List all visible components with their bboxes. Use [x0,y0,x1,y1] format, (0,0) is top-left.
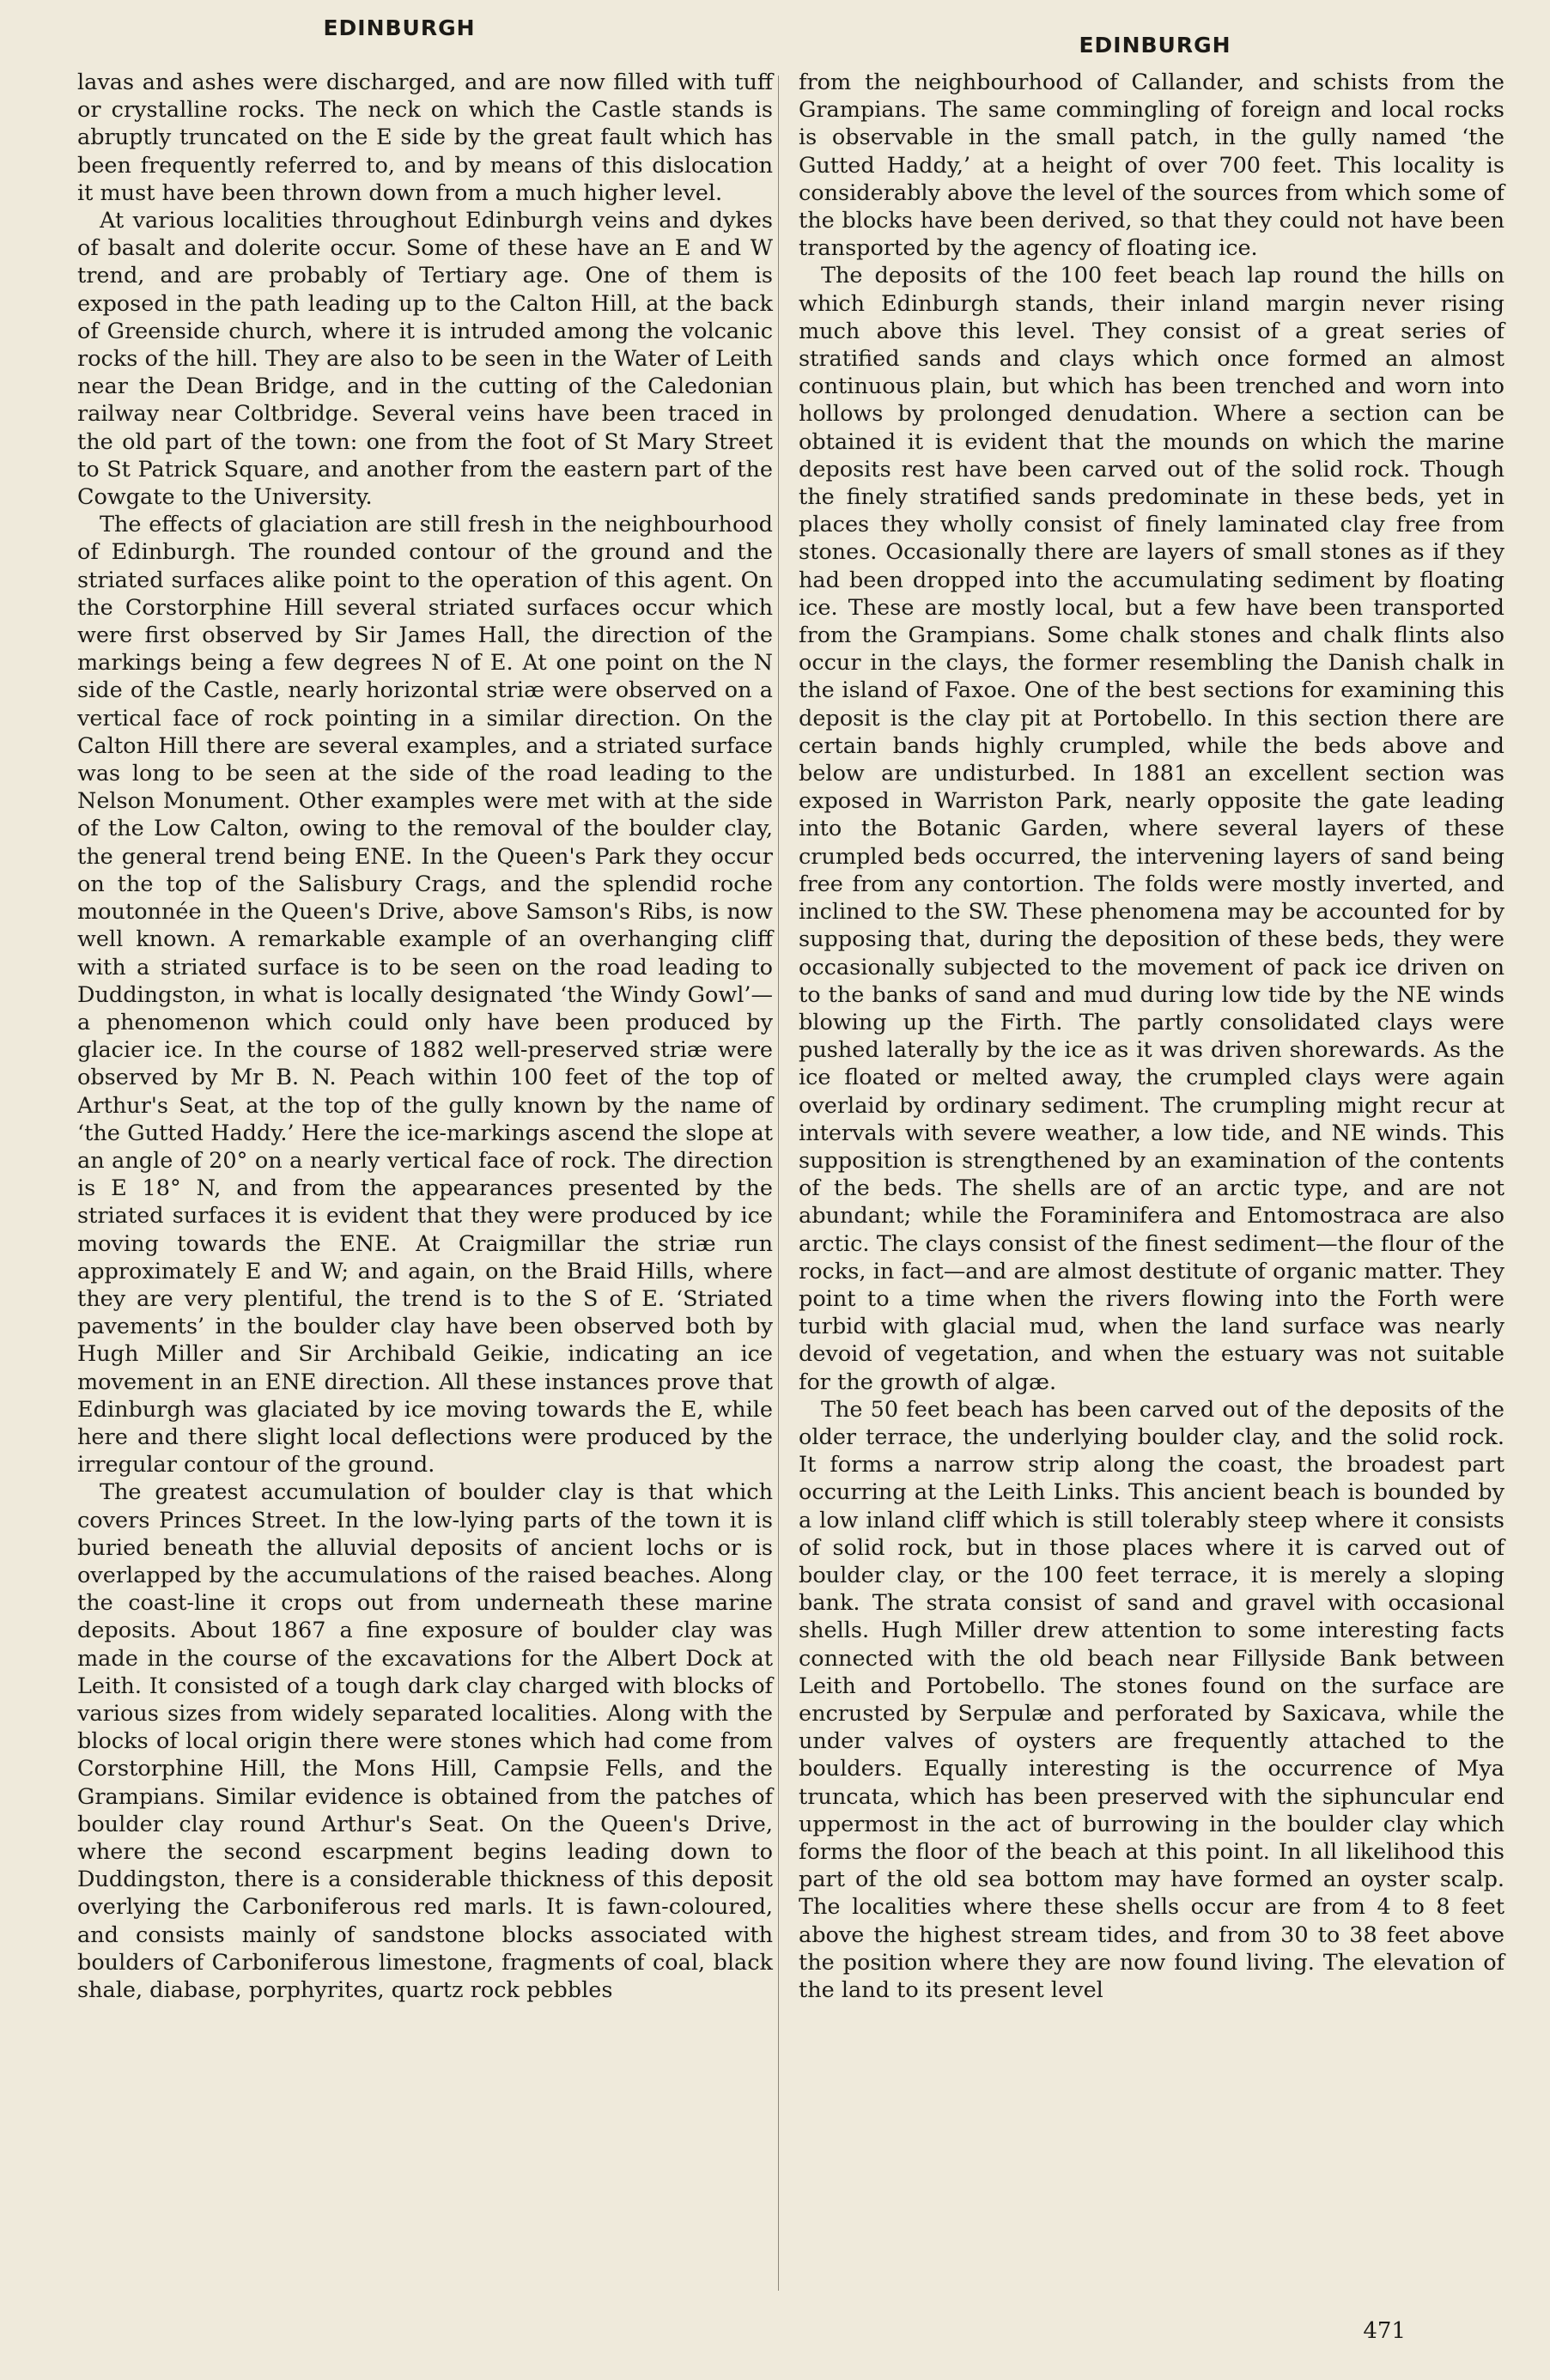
paragraph: At various localities throughout Edinburgh veins and dykes of basalt and dolerite occur. Some of these have an E and W trend, and are probably of Tertiary age. One of them is exposed in the path leading up to the Calton Hill, at the back of Greenside church, where it is intruded among the volcanic rocks of the hill. They are also to be seen in the Water of Leith near the Dean Bridge, and in the cutting of the Caledonian railway near Coltbridge. Several veins have been traced in the old part of the town: one from the foot of St Mary Street to St Patrick Square, and another from the eastern part of the Cowgate to the University. [77,208,773,511]
right-column [781,0,1529,2380]
paragraph: The greatest accumulation of boulder clay is that which covers Princes Street. In the low-lying parts of the town it is buried beneath the alluvial deposits of ancient lochs or is overlapped by the accumulations of the raised beaches. Along the coast-line it crops out from underneath these marine deposits. About 1867 a fine exposure of boulder clay was made in the course of the excavations for the Albert Dock at Leith. It consisted of a tough dark clay charged with blocks of various sizes from widely separated localities. Along with the blocks of local origin there were stones which had come from Corstorphine Hill, the Mons Hill, Campsie Fells, and the Grampians. Similar evidence is obtained from the patches of boulder clay round Arthur's Seat. On the Queen's Drive, where the second escarpment begins leading down to Duddingston, there is a considerable thickness of this deposit overlying the Carboniferous red marls. It is fawn-coloured, and consists mainly of sandstone blocks associated with boulders of Carboniferous limestone, fragments of coal, black shale, diabase, porphyrites, quartz rock pebbles [77,1479,773,2004]
left-text-body [77,69,773,2004]
running-head-right: EDINBURGH [1079,33,1231,58]
paragraph: The deposits of the 100 feet beach lap round the hills on which Edinburgh stands, their inland margin never rising much above this level. They consist of a great series of stratified sands and clays which once formed an almost continuous plain, but which has been trenched and worn into hollows by prolonged denudation. Where a section can be obtained it is evident that the mounds on which the marine deposits rest have been carved out of the solid rock. Though the finely stratified sands predominate in these beds, yet in places they wholly consist of finely laminated clay free from stones. Occasionally there are layers of small stones as if they had been dropped into the accumulating sediment by floating ice. These are mostly local, but a few have been transported from the Grampians. Some chalk stones and chalk flints also occur in the clays, the former resembling the Danish chalk in the island of Faxoe. One of the best sections for examining this deposit is the clay pit at Portobello. In this section there are certain bands highly crumpled, while the beds above and below are undisturbed. In 1881 an excellent section was exposed in Warriston Park, nearly opposite the gate leading into the Botanic Garden, where several layers of these crumpled beds occurred, the intervening layers of sand being free from any contortion. The folds were mostly inverted, and inclined to the SW. These phenomena may be accounted for by supposing that, during the deposition of these beds, they were occasionally subjected to the movement of pack ice driven on to the banks of sand and mud during low tide by the NE winds blowing up the Firth. The partly consolidated clays were pushed laterally by the ice as it was driven shorewards. As the ice floated or melted away, the crumpled clays were again overlaid by ordinary sediment. The crumpling might recur at intervals with severe weather, a low tide, and NE winds. This supposition is strengthened by an examination of the contents of the beds. The shells are of an arctic type, and are not abundant; while the Foraminifera and Entomostraca are also arctic. The clays consist of the finest sediment—the flour of the rocks, in fact—and are almost destitute of organic matter. They point to a time when the rivers flowing into the Forth were turbid with glacial mud, when the land surface was nearly devoid of vegetation, and when the estuary was not suitable for the growth of algæ. [799,263,1504,1395]
running-head-left: EDINBURGH [323,15,476,40]
column-divider [778,76,779,2291]
left-column [26,0,773,2380]
paragraph: lavas and ashes were discharged, and are now filled with tuff or crystalline rocks. The neck on which the Castle stands is abruptly truncated on the E side by the great fault which has been frequently referred to, and by means of this dislocation it must have been thrown down from a much higher level. [77,70,773,206]
paragraph: The effects of glaciation are still fresh in the neighbourhood of Edinburgh. The rounded contour of the ground and the striated surfaces alike point to the operation of this agent. On the Corstorphine Hill several striated surfaces occur which were first observed by Sir James Hall, the direction of the markings being a few degrees N of E. At one point on the N side of the Castle, nearly horizontal striæ were observed on a vertical face of rock pointing in a similar direction. On the Calton Hill there are several examples, and a striated surface was long to be seen at the side of the road leading to the Nelson Monument. Other examples were met with at the side of the Low Calton, owing to the removal of the boulder clay, the general trend being ENE. In the Queen's Park they occur on the top of the Salisbury Crags, and the splendid roche moutonnée in the Queen's Drive, above Samson's Ribs, is now well known. A remarkable example of an overhanging cliff with a striated surface is to be seen on the road leading to Duddingston, in what is locally designated ‘the Windy Gowl’—a phenomenon which could only have been produced by glacier ice. In the course of 1882 well-preserved striæ were observed by Mr B. N. Peach within 100 feet of the top of Arthur's Seat, at the top of the gully known by the name of ‘the Gutted Haddy.’ Here the ice-markings ascend the slope at an angle of 20° on a nearly vertical face of rock. The direction is E 18° N, and from the appearances presented by the striated surfaces it is evident that they were produced by ice moving towards the ENE. At Craigmillar the striæ run approximately E and W; and again, on the Braid Hills, where they are very plentiful, the trend is to the S of E. ‘Striated pavements’ in the boulder clay have been observed both by Hugh Miller and Sir Archibald Geikie, indicating an ice movement in an ENE direction. All these instances prove that Edinburgh was glaciated by ice moving towards the E, while here and there slight local deflections were produced by the irregular contour of the ground. [77,512,773,1478]
paragraph: The 50 feet beach has been carved out of the deposits of the older terrace, the underlying boulder clay, and the solid rock. It forms a narrow strip along the coast, the broadest part occurring at the Leith Links. This ancient beach is bounded by a low inland cliff which is still tolerably steep where it consists of solid rock, but in those places where it is carved out of boulder clay, or the 100 feet terrace, it is merely a sloping bank. The strata consist of sand and gravel with occasional shells. Hugh Miller drew attention to some interesting facts connected with the old beach near Fillyside Bank between Leith and Portobello. The stones found on the surface are encrusted by Serpulæ and perforated by Saxicava, while the under valves of oysters are frequently attached to the boulders. Equally interesting is the occurrence of Mya truncata, which has been preserved with the siphuncular end uppermost in the act of burrowing in the boulder clay which forms the floor of the beach at this point. In all likelihood this part of the old sea bottom may have formed an oyster scalp. The localities where these shells occur are from 4 to 8 feet above the highest stream tides, and from 30 to 38 feet above the position where they are now found living. The elevation of the land to its present level [799,1396,1504,2004]
right-text-body [799,69,1504,2004]
page-number: 471 [1363,2318,1406,2344]
paragraph: from the neighbourhood of Callander, and schists from the Grampians. The same commingling of foreign and local rocks is observable in the small patch, in the gully named ‘the Gutted Haddy,’ at a height of over 700 feet. This locality is considerably above the level of the sources from which some of the blocks have been derived, so that they could not have been transported by the agency of floating ice. [799,70,1504,262]
